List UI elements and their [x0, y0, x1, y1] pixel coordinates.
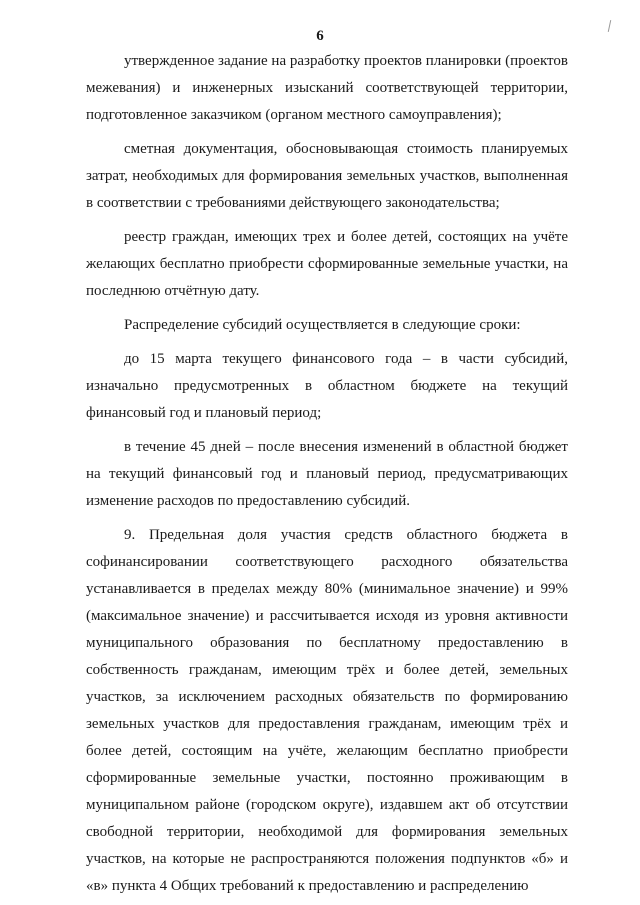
paragraph-3: реестр граждан, имеющих трех и более детей, состоящих на учёте желающих бесплатно приобрести сформированные земельные участки, на последнюю отчётную дату. [86, 229, 568, 299]
paragraph-7: 9. Предельная доля участия средств областного бюджета в софинансировании соответствующего расходного обязательства устанавливается в пределах между 80% (минимальное значение) и 99% (максимальное значение) и рассчитывается исходя из уровня активности муниципального образования по бесплатному предоставлению в собственность гражданам, имеющим трёх и более детей, земельных участков, за исключением расходных обязательств по формированию земельных участков для предоставления гражданам, имеющим трёх и более детей, состоящим на учёте, желающим бесплатно приобрести сформированные земельные участки, постоянно проживающим в муниципальном районе (городском округе), издавшем акт об отсутствии свободной территории, необходимой для формирования земельных участков, на которые не распространяются положения подпунктов «б» и «в» пункта 4 Общих требований к предоставлению и распределению [86, 527, 568, 894]
page-number: 6 [316, 28, 324, 44]
paragraph-1: утвержденное задание на разработку проектов планировки (проектов межевания) и инженерных изысканий соответствующей территории, подготовленное заказчиком (органом местного самоуправления); [86, 53, 568, 123]
paragraph-5: до 15 марта текущего финансового года – в части субсидий, изначально предусмотренных в областном бюджете на текущий финансовый год и плановый период; [86, 351, 568, 421]
paragraph-4: Распределение субсидий осуществляется в следующие сроки: [124, 317, 521, 333]
document-body [86, 48, 568, 900]
paragraph-6: в течение 45 дней – после внесения изменений в областной бюджет на текущий финансовый год и плановый период, предусматривающих изменение расходов по предоставлению субсидий. [86, 439, 568, 509]
paragraph-2: сметная документация, обосновывающая стоимость планируемых затрат, необходимых для формирования земельных участков, выполненная в соответствии с требованиями действующего законодательства; [86, 141, 568, 211]
